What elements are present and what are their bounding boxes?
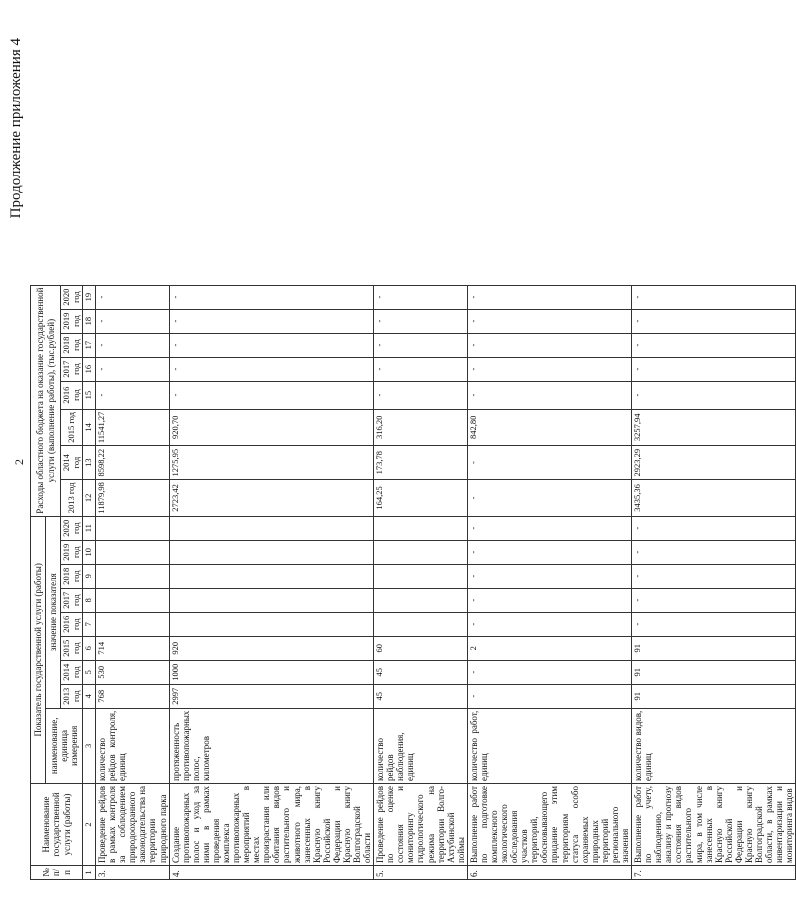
indicator-value: 714 [96,636,170,660]
expense-value: - [169,381,374,409]
expense-value: - [374,381,468,409]
expense-value: - [632,285,796,309]
expense-value: - [467,446,631,480]
indicator-value [169,540,374,564]
indicator-value: - [467,684,631,708]
indicator-value: 2997 [169,684,374,708]
indicator-name: количество работ, единиц [467,708,631,783]
header-service-name: Наименование государственной услуги (работы) [31,784,83,866]
header-col-index: 14 [83,409,96,446]
expense-value: 164,25 [374,480,468,517]
indicator-value [169,588,374,612]
table-row [96,285,170,879]
indicator-value [169,516,374,540]
header-year: 2016 год [61,381,83,409]
header-year: 2017 год [61,588,83,612]
indicator-value [169,612,374,636]
indicator-value: - [632,516,796,540]
table-body [96,285,796,879]
header-col-index: 4 [83,684,96,708]
expense-value: - [374,285,468,309]
expense-value: - [374,333,468,357]
header-year: 2014 год [61,660,83,684]
indicator-value [96,540,170,564]
indicator-value: - [467,540,631,564]
header-indicator-group: Показатель государственной услуги (работы) [31,516,46,783]
indicator-value: - [467,660,631,684]
header-col-index: 19 [83,285,96,309]
header-col-index: 1 [83,866,96,880]
expense-value: - [467,357,631,381]
indicator-value [374,516,468,540]
header-col-index: 8 [83,588,96,612]
header-year: 2014 год [61,446,83,480]
row-number: 4. [169,866,374,880]
indicator-value: - [632,564,796,588]
indicator-value: 920 [169,636,374,660]
header-col-index: 15 [83,381,96,409]
header-year: 2015 год [61,409,83,446]
service-name: Выполнение работ по учету, наблюдению, анализу и прогнозу состояния видов растительного мира, в том числе занесенных в Красную книгу Российской Федерации и Красную книгу Волгоградской области, в рамках инвентаризации и мониторинга видов [632,784,796,866]
expense-value: 3257,94 [632,409,796,446]
indicator-value [374,588,468,612]
expense-value: - [96,285,170,309]
expense-value: 8598,22 [96,446,170,480]
indicator-value [96,612,170,636]
row-number: 5. [374,866,468,880]
indicator-value [96,516,170,540]
header-col-index: 5 [83,660,96,684]
header-col-index: 10 [83,540,96,564]
expense-value: 842,80 [467,409,631,446]
row-number: 3. [96,866,170,880]
indicator-value: 2 [467,636,631,660]
expense-value: - [632,309,796,333]
expense-value: - [632,357,796,381]
expense-value: 3435,36 [632,480,796,517]
table-row [374,285,468,879]
indicator-value [374,540,468,564]
expense-value: - [467,381,631,409]
indicator-name: протяженность противопожарных полос, километров [169,708,374,783]
expense-value: 173,78 [374,446,468,480]
header-indicator-name: наименование, единица измерения [46,708,83,783]
service-name: Выполнение работ по подготовке комплексного экологического обследования участков территорий, обосновывающего придание этим территориям статуса особо охраняемых природных территорий регионального значения [467,784,631,866]
indicator-value [96,564,170,588]
indicator-value: - [467,564,631,588]
header-indicator-value: значение показателя [46,516,61,708]
header-year: 2015 год [61,636,83,660]
indicator-value: 530 [96,660,170,684]
expense-value: - [169,357,374,381]
indicator-value: 91 [632,684,796,708]
indicator-value: - [632,540,796,564]
expense-value: - [632,333,796,357]
indicator-value: - [467,516,631,540]
expense-value: - [169,309,374,333]
expense-value: 2723,42 [169,480,374,517]
header-year: 2013 год [61,480,83,517]
expense-value: - [467,309,631,333]
row-number: 6. [467,866,631,880]
service-name: Проведение рейдов по оценке состояния и мониторингу гидрологического режима на территории Волго-Ахтубинской поймы [374,784,468,866]
header-year: 2020 год [61,516,83,540]
expense-value: - [374,309,468,333]
indicator-value: 60 [374,636,468,660]
expense-value: - [96,381,170,409]
indicator-value: 1000 [169,660,374,684]
indicator-name: количество видов, единиц [632,708,796,783]
page-number: 2 [12,459,26,465]
expense-value: - [169,285,374,309]
header-year: 2018 год [61,333,83,357]
expense-value: 11879,98 [96,480,170,517]
header-year: 2019 год [61,540,83,564]
expense-value: - [467,285,631,309]
expense-value: - [632,381,796,409]
expense-value: 1275,95 [169,446,374,480]
header-col-index: 11 [83,516,96,540]
indicator-value [169,564,374,588]
header-col-index: 16 [83,357,96,381]
table-row [632,285,796,879]
expense-value: 2923,29 [632,446,796,480]
indicator-name: количество рейдов наблюдения, единиц [374,708,468,783]
expense-value: 920,70 [169,409,374,446]
expense-value: - [96,309,170,333]
header-col-index: 12 [83,480,96,517]
header-col-index: 18 [83,309,96,333]
header-no: № п/п [31,866,83,880]
service-name: Создание противопожарных полос и уход за ними в рамках проведения комплекса противопожарных мероприятий в местах произрастания или обитания видов растительного и животного мира, занесенных в Красную книгу Российской Федерации и Красную книгу Волгоградской области [169,784,374,866]
header-col-index: 17 [83,333,96,357]
header-year: 2017 год [61,357,83,381]
indicator-value: 91 [632,636,796,660]
indicator-value: - [632,588,796,612]
expense-value: 11541,27 [96,409,170,446]
indicator-value: - [467,612,631,636]
header-col-index: 2 [83,784,96,866]
indicator-name: количество рейдов контроля, единиц [96,708,170,783]
indicator-value: 768 [96,684,170,708]
indicator-value: 45 [374,684,468,708]
header-index-row [83,285,96,879]
expense-value: - [96,333,170,357]
header-col-index: 3 [83,708,96,783]
indicator-value: - [467,588,631,612]
indicator-value [374,564,468,588]
indicator-value: 45 [374,660,468,684]
header-year: 2019 год [61,309,83,333]
header-year: 2020 год [61,285,83,309]
expense-value: - [96,357,170,381]
header-year: 2016 год [61,612,83,636]
header-budget-group: Расходы областного бюджета на оказание государственной услуги (выполнение работы), (тыс.рублей) [31,285,61,516]
services-table [30,285,796,880]
header-year: 2013 год [61,684,83,708]
indicator-value: 91 [632,660,796,684]
header-col-index: 6 [83,636,96,660]
table-row [467,285,631,879]
continuation-title: Продолжение приложения 4 [8,38,24,219]
row-number: 7. [632,866,796,880]
header-col-index: 13 [83,446,96,480]
service-name: Проведение рейдов в рамках контроля за соблюдением природоохранного законодательства на территории природного парка [96,784,170,866]
indicator-value [96,588,170,612]
header-col-index: 7 [83,612,96,636]
expense-value: 316,20 [374,409,468,446]
expense-value: - [169,333,374,357]
expense-value: - [467,333,631,357]
indicator-value [374,612,468,636]
header-col-index: 9 [83,564,96,588]
header-year: 2018 год [61,564,83,588]
table-row [169,285,374,879]
expense-value: - [467,480,631,517]
expense-value: - [374,357,468,381]
indicator-value: - [632,612,796,636]
